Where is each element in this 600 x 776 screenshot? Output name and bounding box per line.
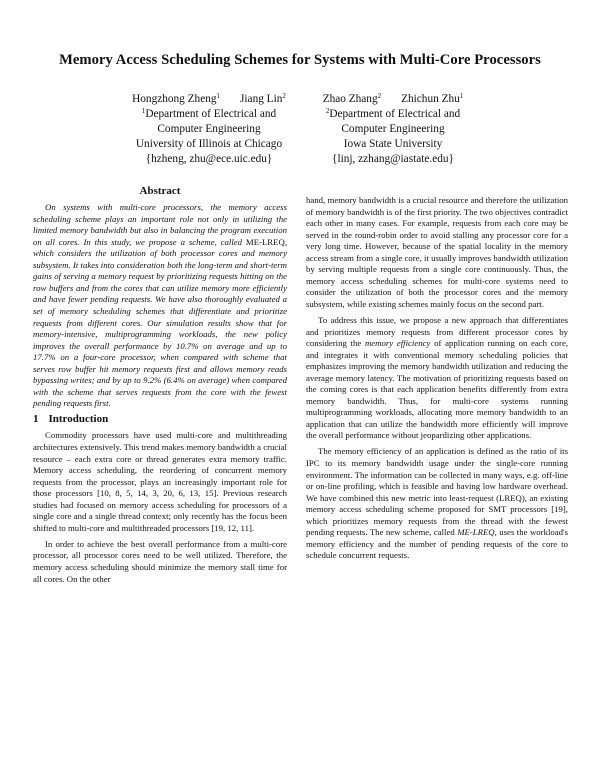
author-block-iastate xyxy=(290,92,496,167)
author-name: Jiang Lin$^2$ xyxy=(240,92,286,105)
affiliation-line: Computer Engineering xyxy=(341,123,445,135)
author-name: Zhichun Zhu$^1$ xyxy=(401,92,464,105)
author-names xyxy=(104,92,314,107)
author-name: Zhao Zhang$^2$ xyxy=(322,92,382,105)
intro-paragraph: In order to achieve the best overall performance from a multi-core processor, all processor cores need to be well utilized. Therefore, the memory access scheduling should minimize the memory stall time for all cores. On the other xyxy=(33,538,287,584)
affiliation-line: University of Illinois at Chicago xyxy=(135,138,283,150)
abstract-text: On systems with multi-core processors, the memory access scheduling scheme plays an important role not only in utilizing the limited memory bandwidth but also in balancing the program execution on all cores. In this study, we propose a scheme, called ME-LREQ, which considers the utilization of both processor cores and memory subsystem. It takes into consideration both the long-term and short-term gains of serving a memory request by prioritizing requests hitting on the row buffers and from the cores that can utilize memory more efficiently and have fewer pending requests. We have also thoroughly evaluated a set of memory scheduling schemes that differentiate and prioritize requests from different cores. Our simulation results show that for memory-intensive, multiprogramming workloads, the new policy improves the overall performance by 10.7% on average and up to 17.7% on a four-core processor, when compared with scheme that serves row buffer hit memory requests first and allows memory reads bypassing writes; and by up to 9.2% (6.4% on average) when compared with the scheme that serves requests from the core with the fewest pending requests first. xyxy=(33,202,287,409)
author-names xyxy=(290,92,496,107)
left-column xyxy=(33,186,287,585)
affiliation-line: $^1$Department of Electrical and xyxy=(141,107,277,120)
body-paragraph: The memory efficiency of an application is defined as the ratio of its IPC to its memory bandwidth usage under the single-core running environment. The information can be collected in many ways, e.g. off-line or on-line profiling, which is feasible and having low hardware overhead. We have combined this new metric into least-request (LREQ), an existing memory access scheduling scheme proposed for SMT processors [19], which prioritizes memory requests from the thread with the fewest pending requests. The new scheme, called ME-LREQ, uses the workload's memory efficiency and the number of pending requests of the core to schedule concurrent requests. xyxy=(306,446,568,561)
affiliation-line: Computer Engineering xyxy=(157,123,261,135)
body-paragraph: hand, memory bandwidth is a crucial resource and therefore the utilization of memory bandwidth is of the first priority. The two objectives contradict each other in many cases. For example, requests from each core may be served in the round-robin order to avoid stalling any processor core for a very long time. However, because of the spatial locality in the memory access stream from a single core, it usually improves bandwidth utilization by serving multiple requests from a single core continuously. Thus, the memory access scheduling schemes for multi-core systems need to consider the utilization of both the processor cores and the memory subsystem, while existing schemes mainly focus on the second part. xyxy=(306,195,568,309)
section-heading-introduction: 1 Introduction xyxy=(33,413,109,426)
affiliation-line: $^2$Department of Electrical and xyxy=(325,107,461,120)
author-email: {linj, zzhang@iastate.edu} xyxy=(332,153,454,165)
right-column xyxy=(306,195,568,562)
body-paragraph: To address this issue, we propose a new approach that differentiates and prioritizes memory requests from different processor cores by considering the memory efficiency of application running on each core, and integrates it with conventional memory scheduling policies that emphasizes improving the memory bandwidth utilization and reducing the average memory latency. The motivation of prioritizing requests based on the coming cores is that each application benefits differently from extra memory bandwidth. Thus, for multi-core systems running multiprogramming workloads, allocating more memory bandwidth to an application that can utilize the bandwidth more efficiently will improve the overall performance without jeopardizing other applications. xyxy=(306,314,569,441)
affiliation-line: Iowa State University xyxy=(343,138,443,150)
abstract-heading: Abstract xyxy=(139,185,181,197)
paper-title: Memory Access Scheduling Schemes for Systems with Multi-Core Processors xyxy=(59,52,541,68)
author-name: Hongzhong Zheng$^1$ xyxy=(132,92,221,105)
intro-paragraph: Commodity processors have used multi-core and multithreading architectures extensively. This trend makes memory bandwidth a crucial resource – each extra core or thread generates extra memory traffic. Memory access scheduling, the reordering of concurrent memory requests from the processor, plays an increasingly important role for those processors [10, 8, 5, 14, 3, 20, 6, 13, 15]. Previous research studies had focused on memory access scheduling for processors of a single core and a single thread context; only recently has the focus been shifted to multi-core and multithreaded processors [19, 12, 11]. xyxy=(33,430,287,533)
author-block-uic xyxy=(104,92,314,167)
author-email: {hzheng, zhu@ece.uic.edu} xyxy=(145,153,273,165)
